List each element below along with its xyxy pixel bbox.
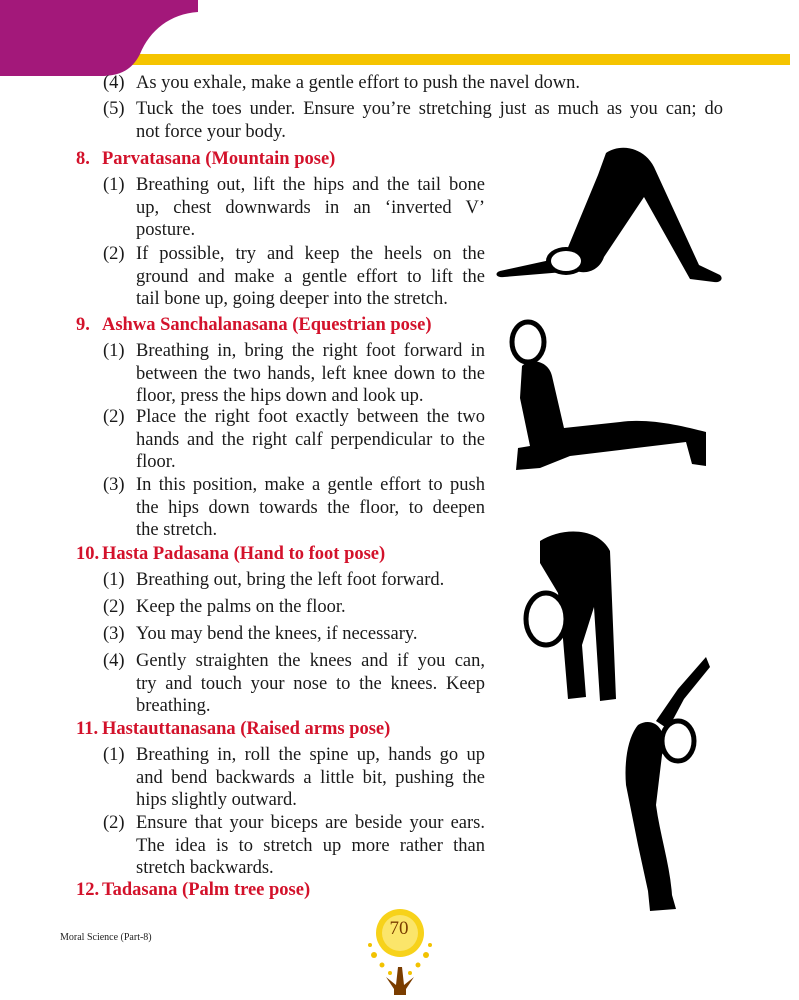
step-line: Gently straighten the knees and if you can, — [136, 651, 485, 671]
header-tab — [0, 0, 215, 76]
footer-book-title: Moral Science (Part-8) — [60, 932, 152, 943]
section-number: 10. — [76, 544, 100, 564]
step-line: not force your body. — [136, 121, 286, 142]
section-title: Parvatasana (Mountain pose) — [102, 149, 336, 169]
step-line: stretch backwards. — [136, 858, 274, 878]
step-line: Ensure that your biceps are beside your ears. — [136, 813, 485, 833]
section-title: Tadasana (Palm tree pose) — [102, 880, 311, 900]
step-line: Keep the palms on the floor. — [136, 597, 346, 617]
section-title: Hastauttanasana (Raised arms pose) — [102, 719, 391, 739]
step-line: If possible, try and keep the heels on the — [136, 244, 485, 264]
step-text — [136, 174, 485, 242]
step-line: Breathing in, bring the right foot forward in — [136, 341, 485, 361]
step-number: (1) — [103, 175, 125, 195]
step-line: floor, press the hips down and look up. — [136, 386, 424, 406]
section-heading-8 — [76, 148, 335, 170]
step-text — [136, 812, 485, 880]
step-number: (2) — [103, 813, 125, 833]
section-number: 8. — [76, 149, 90, 169]
step-number: (4) — [103, 73, 125, 93]
step-line: hips slightly outward. — [136, 790, 297, 810]
step-line: The idea is to stretch up more rather than — [136, 835, 485, 856]
step-text — [136, 623, 485, 646]
step-line: up, chest downwards in an ‘inverted V’ — [136, 197, 485, 218]
step-line: between the two hands, left knee down to the — [136, 363, 485, 384]
step-number: (4) — [103, 651, 125, 671]
step-text — [136, 569, 485, 592]
step-number: (2) — [103, 597, 125, 617]
step-text — [136, 744, 485, 812]
step-line: the stretch. — [136, 520, 218, 540]
page-number: 70 — [389, 918, 409, 939]
section-title: Hasta Padasana (Hand to foot pose) — [102, 544, 386, 564]
step-text — [136, 98, 723, 143]
equestrian-pose-figure — [500, 318, 724, 478]
step-line: Tuck the toes under. Ensure you’re stretching just as much as you can; do — [136, 99, 723, 119]
section-heading-11 — [76, 718, 390, 740]
step-line: As you exhale, make a gentle effort to push the navel down. — [136, 73, 581, 93]
step-line: In this position, make a gentle effort to push — [136, 475, 485, 495]
step-number: (3) — [103, 624, 125, 644]
step-line: You may bend the knees, if necessary. — [136, 624, 418, 644]
step-text — [136, 340, 485, 408]
step-number: (2) — [103, 244, 125, 264]
section-number: 9. — [76, 315, 90, 335]
step-number: (1) — [103, 745, 125, 765]
step-number: (3) — [103, 475, 125, 495]
section-number: 11. — [76, 719, 99, 739]
step-text — [136, 596, 485, 619]
step-line: tail bone up, going deeper into the stretch. — [136, 289, 448, 309]
step-line: floor. — [136, 452, 176, 472]
step-number: (2) — [103, 407, 125, 427]
step-number: (1) — [103, 570, 125, 590]
mountain-pose-figure — [494, 145, 730, 290]
step-line: breathing. — [136, 696, 211, 716]
step-line: and bend backwards a little bit, pushing the — [136, 767, 485, 788]
step-line: Place the right foot exactly between the two — [136, 407, 485, 427]
step-text — [136, 650, 485, 718]
step-text — [136, 243, 485, 311]
step-line: hands and the right calf perpendicular to the — [136, 429, 485, 450]
step-number: (5) — [103, 99, 125, 119]
step-number: (1) — [103, 341, 125, 361]
step-text — [136, 406, 485, 474]
section-title: Ashwa Sanchalanasana (Equestrian pose) — [102, 315, 432, 335]
step-line: ground and make a gentle effort to lift the — [136, 266, 485, 287]
step-line: Breathing in, roll the spine up, hands go up — [136, 745, 485, 765]
section-number: 12. — [76, 880, 100, 900]
step-text — [136, 72, 723, 95]
section-heading-10 — [76, 543, 385, 565]
raised-arms-pose-figure — [598, 655, 716, 915]
step-line: try and touch your nose to the knees. Keep — [136, 673, 485, 694]
step-line: Breathing out, bring the left foot forward. — [136, 570, 445, 590]
step-text — [136, 474, 485, 542]
section-heading-12 — [76, 879, 310, 901]
section-heading-9 — [76, 314, 431, 336]
step-line: posture. — [136, 220, 196, 240]
step-line: the hips down towards the floor, to deepen — [136, 497, 485, 518]
step-line: Breathing out, lift the hips and the tail bone — [136, 175, 485, 195]
